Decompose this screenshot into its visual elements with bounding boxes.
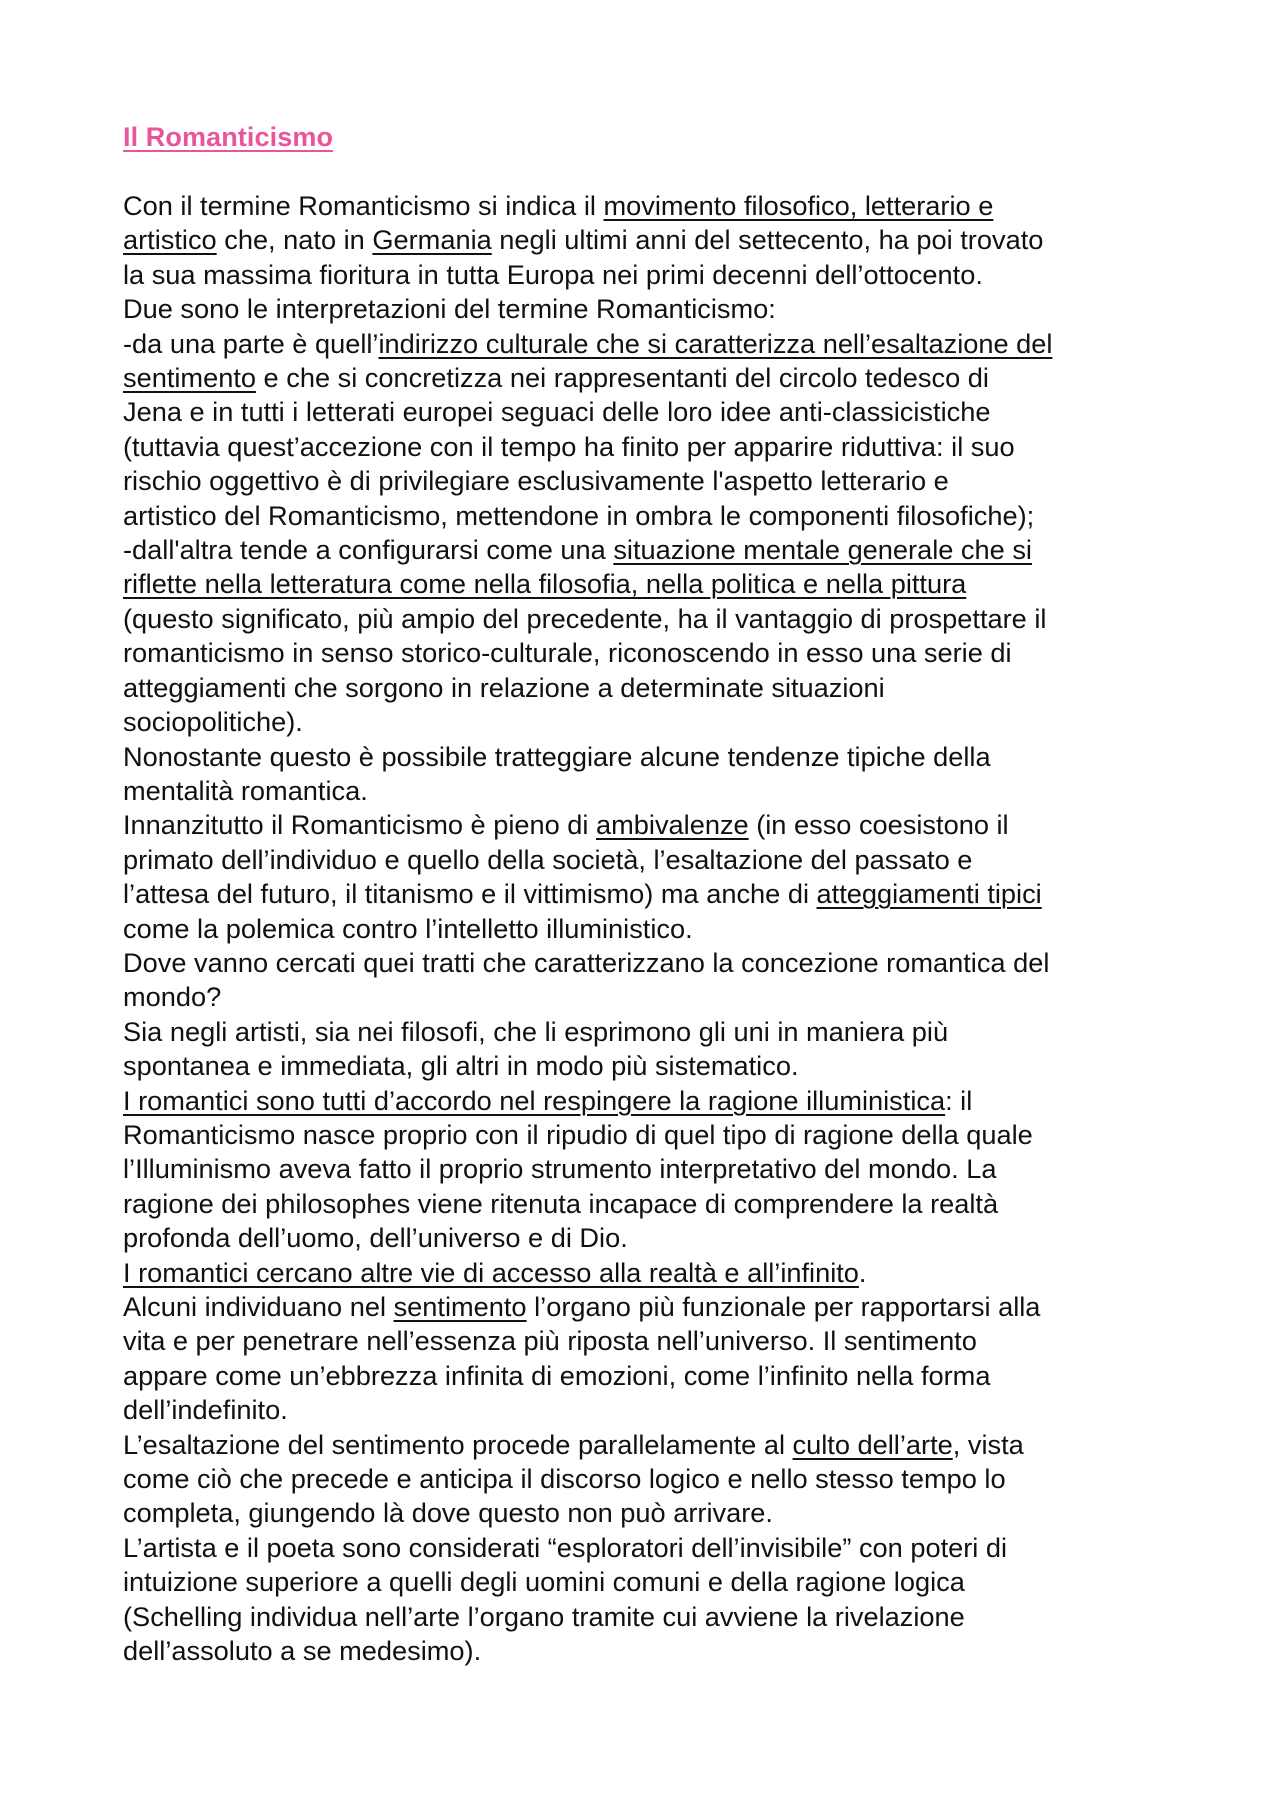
document-title: Il Romanticismo: [123, 122, 334, 152]
text-segment: l’attesa del futuro, il titanismo e il vittimismo) ma anche di: [123, 878, 817, 910]
text-segment: ragione dei philosophes viene ritenuta incapace di comprendere la realtà: [123, 1187, 999, 1219]
text-segment: -dall'altra tende a configurarsi come una: [123, 534, 614, 566]
text-segment: che, nato in: [216, 224, 373, 256]
text-segment: intuizione superiore a quelli degli uomini comuni e della ragione logica: [123, 1566, 965, 1598]
text-line: [123, 327, 1183, 361]
text-line: [123, 1359, 1183, 1393]
text-segment: (in esso coesistono il: [748, 809, 1009, 841]
underlined-text: I romantici sono tutti d’accordo nel respingere la ragione illuministica: [123, 1084, 946, 1116]
text-line: [123, 189, 1183, 223]
text-line: [123, 877, 1183, 911]
text-segment: vita e per penetrare nell’essenza più riposta nell’universo. Il sentimento: [123, 1325, 977, 1357]
text-segment: mondo?: [123, 981, 222, 1013]
underlined-text: ambivalenze: [596, 809, 749, 841]
text-segment: negli ultimi anni del settecento, ha poi trovato: [491, 224, 1044, 256]
underlined-text: indirizzo culturale che si caratterizza nell’esaltazione del: [378, 327, 1053, 359]
text-segment: artistico del Romanticismo, mettendone in ombra le componenti filosofiche);: [123, 499, 1035, 531]
underlined-text: Germania: [372, 224, 492, 256]
text-segment: completa, giungendo là dove questo non può arrivare.: [123, 1497, 773, 1529]
text-segment: .: [858, 1256, 867, 1288]
text-segment: spontanea e immediata, gli altri in modo più sistematico.: [123, 1050, 799, 1082]
text-line: [123, 808, 1183, 842]
text-line: [123, 1290, 1183, 1324]
text-line: [123, 1084, 1183, 1118]
text-segment: Due sono le interpretazioni del termine Romanticismo:: [123, 293, 776, 325]
text-line: [123, 292, 1183, 326]
text-segment: come ciò che precede e anticipa il discorso logico e nello stesso tempo lo: [123, 1463, 1006, 1495]
text-segment: sociopolitiche).: [123, 706, 303, 738]
text-line: [123, 1015, 1183, 1049]
text-line: [123, 1496, 1183, 1530]
text-line: [123, 1428, 1183, 1462]
underlined-text: culto dell’arte: [792, 1428, 953, 1460]
text-segment: : il: [945, 1084, 973, 1116]
text-line: [123, 740, 1183, 774]
text-segment: dell’indefinito.: [123, 1394, 288, 1426]
text-line: [123, 1049, 1183, 1083]
text-line: [123, 430, 1183, 464]
document-page: [123, 119, 1183, 1668]
text-line: [123, 980, 1183, 1014]
text-segment: (questo significato, più ampio del precedente, ha il vantaggio di prospettare il: [123, 602, 1047, 634]
text-line: [123, 464, 1183, 498]
text-line: [123, 395, 1183, 429]
text-line: [123, 1152, 1183, 1186]
text-line: [123, 1600, 1183, 1634]
text-line: [123, 1256, 1183, 1290]
text-segment: Sia negli artisti, sia nei filosofi, che li esprimono gli uni in maniera più: [123, 1015, 949, 1047]
text-line: [123, 912, 1183, 946]
text-segment: dell’assoluto a se medesimo).: [123, 1635, 482, 1667]
text-segment: appare come un’ebbrezza infinita di emozioni, come l’infinito nella forma: [123, 1359, 991, 1391]
text-segment: (tuttavia quest’accezione con il tempo ha finito per apparire riduttiva: il suo: [123, 430, 1015, 462]
underlined-text: sentimento: [393, 1291, 527, 1322]
text-line: [123, 946, 1183, 980]
text-segment: Innanzitutto il Romanticismo è pieno di: [123, 809, 597, 841]
underlined-text: movimento filosofico, letterario e: [603, 190, 994, 221]
text-segment: mentalità romantica.: [123, 774, 368, 806]
text-segment: , vista: [952, 1428, 1024, 1460]
text-line: [123, 567, 1183, 601]
text-line: [123, 705, 1183, 739]
text-segment: L’esaltazione del sentimento procede parallelamente al: [123, 1428, 793, 1460]
text-line: [123, 1634, 1183, 1668]
text-line: [123, 1324, 1183, 1358]
text-segment: Alcuni individuano nel: [123, 1291, 394, 1322]
text-segment: Jena e in tutti i letterati europei seguaci delle loro idee anti-classicistiche: [123, 396, 991, 428]
text-segment: Con il termine Romanticismo si indica il: [123, 190, 604, 221]
text-line: [123, 361, 1183, 395]
text-line: [123, 671, 1183, 705]
document-body: [123, 189, 1183, 1668]
text-line: [123, 1565, 1183, 1599]
text-segment: profonda dell’uomo, dell’universo e di Dio.: [123, 1222, 628, 1254]
text-line: [123, 1118, 1183, 1152]
underlined-text: atteggiamenti tipici: [816, 878, 1042, 910]
text-line: [123, 533, 1183, 567]
text-segment: -da una parte è quell’: [123, 327, 379, 359]
text-line: [123, 258, 1183, 292]
text-segment: l’Illuminismo aveva fatto il proprio strumento interpretativo del mondo. La: [123, 1153, 997, 1185]
text-segment: rischio oggettivo è di privilegiare esclusivamente l'aspetto letterario e: [123, 465, 949, 497]
text-segment: Dove vanno cercati quei tratti che caratterizzano la concezione romantica del: [123, 946, 1050, 978]
underlined-text: riflette nella letteratura come nella filosofia, nella politica e nella pittura: [123, 568, 967, 600]
text-line: [123, 843, 1183, 877]
text-segment: Nonostante questo è possibile tratteggiare alcune tendenze tipiche della: [123, 740, 991, 772]
text-segment: e che si concretizza nei rappresentanti del circolo tedesco di: [256, 362, 989, 394]
underlined-text: sentimento: [123, 362, 256, 394]
text-segment: romanticismo in senso storico-culturale, riconoscendo in esso una serie di: [123, 637, 1012, 669]
text-segment: l’organo più funzionale per rapportarsi alla: [526, 1291, 1041, 1322]
text-segment: Romanticismo nasce proprio con il ripudio di quel tipo di ragione della quale: [123, 1118, 1033, 1150]
text-line: [123, 223, 1183, 257]
text-segment: la sua massima fioritura in tutta Europa nei primi decenni dell’ottocento.: [123, 258, 983, 290]
text-line: [123, 1393, 1183, 1427]
text-segment: (Schelling individua nell’arte l’organo tramite cui avviene la rivelazione: [123, 1600, 965, 1632]
text-line: [123, 1187, 1183, 1221]
underlined-text: I romantici cercano altre vie di accesso alla realtà e all’infinito: [123, 1256, 859, 1288]
text-segment: atteggiamenti che sorgono in relazione a determinate situazioni: [123, 671, 885, 703]
text-line: [123, 499, 1183, 533]
text-line: [123, 1462, 1183, 1496]
text-segment: L’artista e il poeta sono considerati “esploratori dell’invisibile” con poteri di: [123, 1531, 1008, 1563]
text-line: [123, 774, 1183, 808]
text-segment: primato dell’individuo e quello della società, l’esaltazione del passato e: [123, 843, 973, 875]
text-line: [123, 636, 1183, 670]
text-line: [123, 1531, 1183, 1565]
text-line: [123, 602, 1183, 636]
underlined-text: artistico: [123, 224, 217, 256]
text-line: [123, 1221, 1183, 1255]
text-segment: come la polemica contro l’intelletto illuministico.: [123, 912, 693, 944]
underlined-text: situazione mentale generale che si: [613, 534, 1032, 566]
